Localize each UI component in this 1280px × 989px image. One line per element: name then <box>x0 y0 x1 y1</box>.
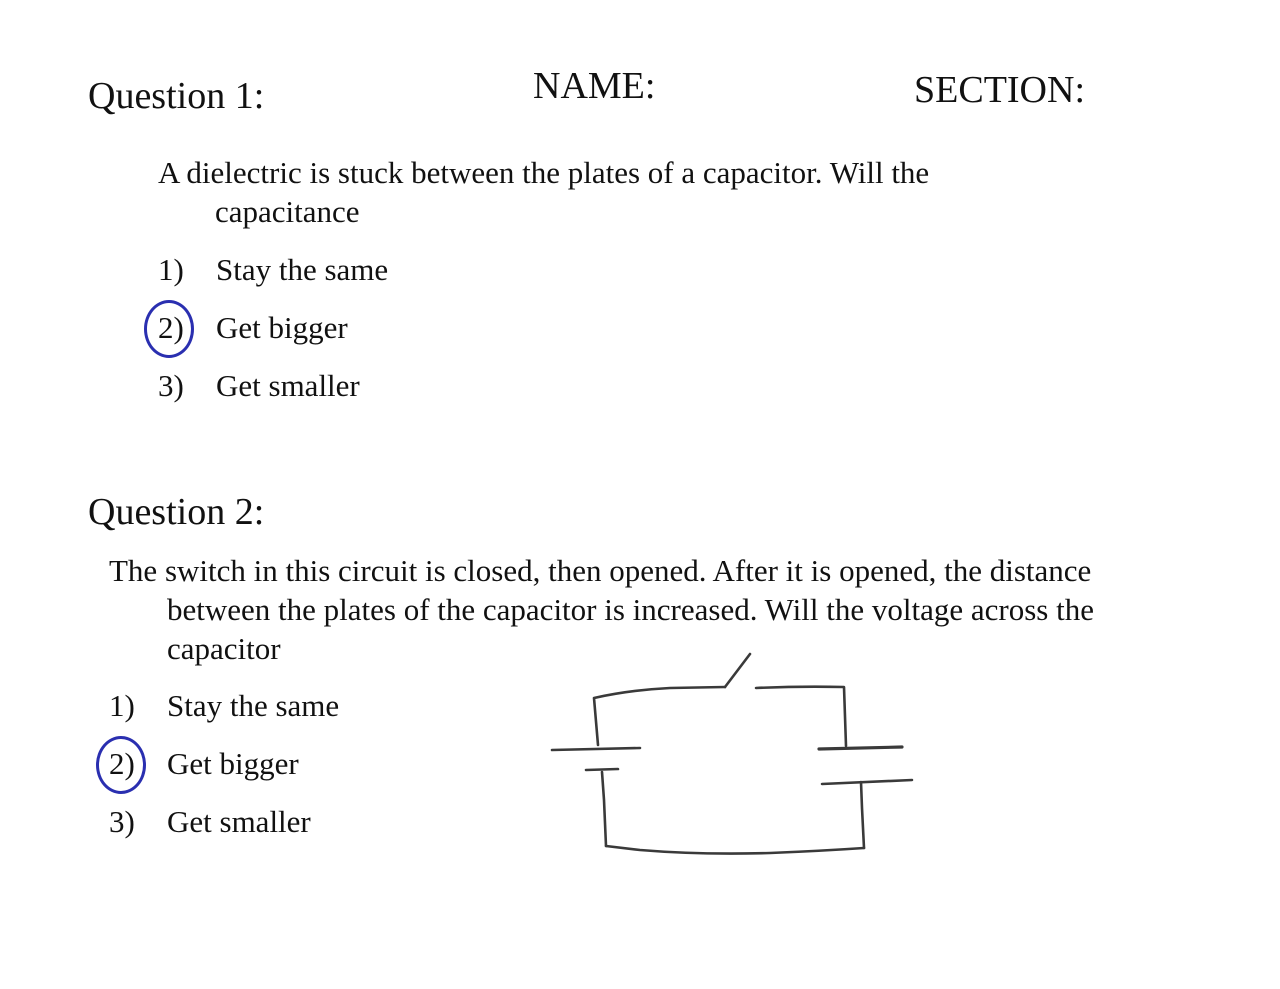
question2-title: Question 2: <box>88 491 265 533</box>
question1-prompt-line1: A dielectric is stuck between the plates of a capacitor. Will the <box>158 155 930 190</box>
q1-option-2-number: 2) <box>158 310 184 345</box>
circuit-diagram <box>540 640 920 870</box>
q1-option-1-text: Stay the same <box>216 252 389 287</box>
q1-option-3-number: 3) <box>158 368 184 403</box>
q1-option-3-text: Get smaller <box>216 368 360 403</box>
capacitor-icon <box>819 747 912 784</box>
q2-option-2-text: Get bigger <box>167 746 299 781</box>
q2-option-1-text: Stay the same <box>167 688 340 723</box>
question2-prompt-line1: The switch in this circuit is closed, then opened. After it is opened, the distance <box>109 553 1092 588</box>
q2-option-1-number: 1) <box>109 688 135 723</box>
q1-answer-circle <box>144 300 194 358</box>
question1-prompt-line2: capacitance <box>215 194 360 229</box>
q1-option-2-text: Get bigger <box>216 310 348 345</box>
section-label: SECTION: <box>914 69 1085 111</box>
question1-title: Question 1: <box>88 75 265 117</box>
battery-icon <box>552 748 640 770</box>
question2-prompt-line3: capacitor <box>167 631 281 666</box>
question2-prompt-line2: between the plates of the capacitor is increased. Will the voltage across the <box>167 592 1094 627</box>
switch-icon <box>725 654 750 687</box>
q2-option-2-number: 2) <box>109 746 135 781</box>
name-label: NAME: <box>533 65 656 107</box>
circuit-wire <box>594 687 864 854</box>
q2-option-3-text: Get smaller <box>167 804 311 839</box>
q2-answer-circle <box>96 736 146 794</box>
q1-option-1-number: 1) <box>158 252 184 287</box>
q2-option-3-number: 3) <box>109 804 135 839</box>
